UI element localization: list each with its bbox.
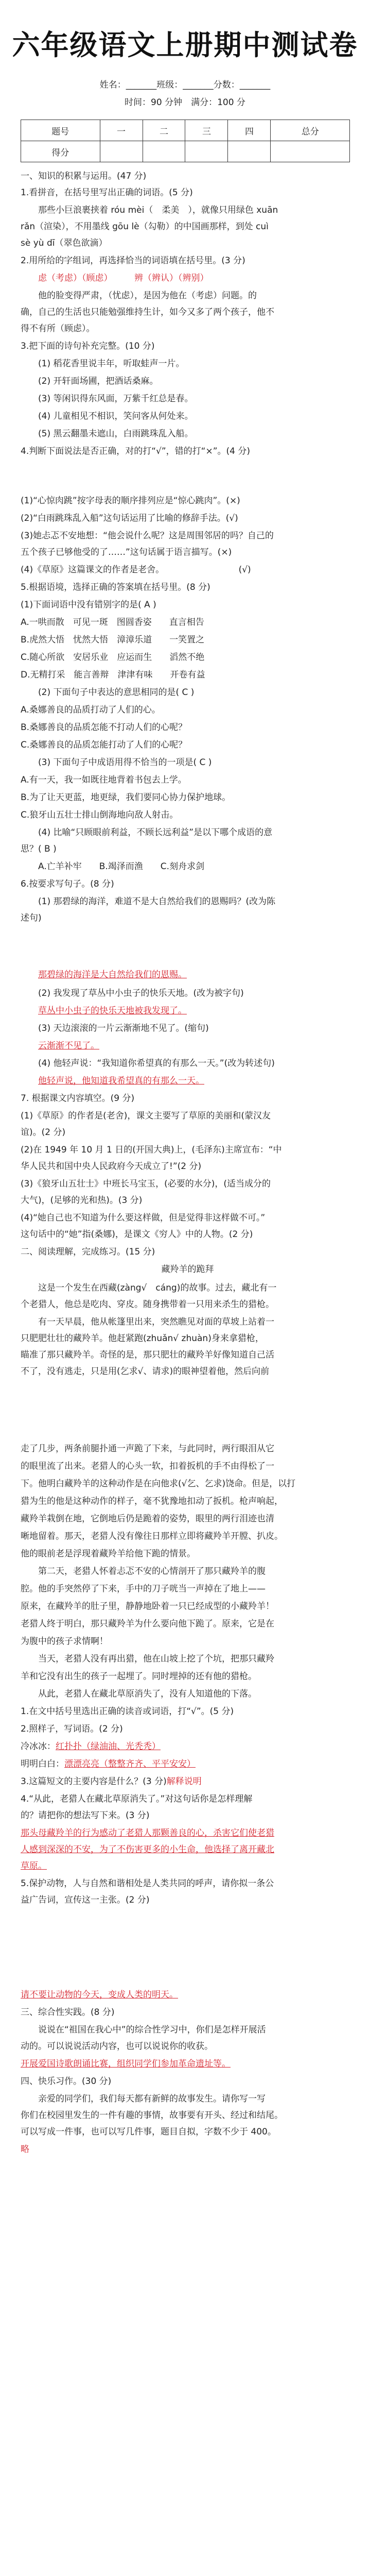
answer-text: 虑（考虑）（顾虑） 辨（辨认）（辨别） <box>38 273 209 283</box>
option-text: C.狼牙山五壮士排山倒海地向敌人射击。 <box>21 810 179 820</box>
option-text: D.无精打采 能言善辩 津津有味 开卷有益 <box>21 670 205 680</box>
fill-text: 谊)。(2 分) <box>21 1127 66 1138</box>
question-text: 的？请把你的想法写下来。(3 分) <box>21 1810 150 1821</box>
table-cell: 题号 <box>21 120 100 141</box>
judge-item: (1)“心惊肉跳”按字母表的顺序排列应是“惊心跳肉”。(×) <box>21 496 240 506</box>
answer-text: 草原。 <box>21 1861 47 1871</box>
answer-text: 他的脸变得严肃，（忧虑），是因为他在（考虑）问题。的 <box>38 291 257 301</box>
story-text: 羊和它没有出生的孩子一起埋了。同时埋掉的还有他的猎枪。 <box>21 1671 257 1682</box>
question-text: 3.把下面的诗句补充完整。(10 分) <box>21 341 155 351</box>
table-cell: 三 <box>185 120 228 141</box>
question-text: (2) 下面句子中表达的意思相同的是( C ) <box>38 687 195 698</box>
story-text: 老猎人终于明白，那只藏羚羊为什么要向他下跪了。原来，它是在 <box>21 1619 274 1629</box>
option-text: A.亡羊补牢 B.竭泽而渔 C.刻舟求剑 <box>38 861 205 872</box>
question-text: 益广告词，宣传这一主张。(2 分) <box>21 1895 150 1905</box>
judge-item: (3)她忐忑不安地想：“他会说什么呢？这是周围邻居的吗？自己的 <box>21 531 274 541</box>
answer-text: (4) 儿童相见不相识，笑问客从何处来。 <box>38 411 193 421</box>
question-text: (1) 那碧绿的海洋，难道不是大自然给我们的恩赐吗？(改为陈 <box>38 896 276 907</box>
question-text: 7. 根据课文内容填空。(9 分) <box>21 1093 135 1104</box>
table-cell <box>185 141 228 162</box>
answer-text: 云渐渐不见了。 <box>38 1041 99 1051</box>
table-cell <box>143 141 185 162</box>
score-table-header-row <box>21 120 350 141</box>
answer-text: rǎn（渲染），不用墨线 gōu lè（勾勒）的中国画那样，到处 cuì <box>21 222 269 232</box>
option-text: C.桑娜善良的品质怎能打动了人们的心呢？ <box>21 740 187 750</box>
answer-text: 开展爱国诗歌朗诵比赛，组织同学们参加革命遗址等。 <box>21 2059 231 2069</box>
answer-text: 得不有所（顾虑）。 <box>21 324 95 334</box>
answer-text: (2) 开轩面场圃，把酒话桑麻。 <box>38 376 158 386</box>
score-table <box>21 120 350 162</box>
option-text: B.虎然大悟 忧然大悟 漳漳乐道 一笑置之 <box>21 635 205 645</box>
story-text: 藏羚羊栽倒在地，它倒地后仍是跪着的姿势，眼里的两行泪迹也清 <box>21 1514 274 1524</box>
story-title: 藏羚羊的跪拜 <box>161 1264 214 1275</box>
question-text: 动的。可以说说活动内容，也可以说说你的收获。 <box>21 2041 213 2052</box>
question-text: (4) 他轻声说：“我知道你希望真的有那么一天。”(改为转述句) <box>38 1058 275 1069</box>
question-text: (1)下面词语中没有错别字的是( A ) <box>21 600 156 610</box>
answer-text: (5) 黑云翻墨未遮山，白雨跳珠乱入船。 <box>38 429 193 439</box>
option-text: B.桑娜善良的品质怎能不打动人们的心呢？ <box>21 722 187 733</box>
question-text: (4) 比喻“只顾眼前利益，不顾长远利益”是以下哪个成语的意 <box>38 827 273 838</box>
question-text: 5.根据语境，选择正确的答案填在括号里。(8 分) <box>21 582 210 592</box>
story-text: 从此，老猎人在藏北草原消失了，没有人知道他的下落。 <box>38 1689 257 1699</box>
answer-text: 人感到深深的不安，为了不伤害更多的小生命，他选择了离开藏北 <box>21 1844 274 1855</box>
option-text: A.一哄而散 可见一斑 图圆香姿 直言相告 <box>21 617 204 628</box>
question-text: (2) 我发现了草丛中小虫子的快乐天地。(改为被字句) <box>38 988 244 998</box>
answer-text: 那些小巨浪裹挟着 róu mèi（ 柔美 ），就像只用绿色 xuān <box>38 205 278 215</box>
question-text: 可以写成一件事，也可以写几件事，题目自拟，字数不少于 400。 <box>21 2127 276 2137</box>
time-and-score-info: 时间：90 分钟 满分：100 分 <box>125 97 245 108</box>
example-line <box>21 1740 355 1753</box>
story-text: 原来，在藏羚羊的肚子里，静静地卧着一只已经成型的小藏羚羊！ <box>21 1601 274 1612</box>
story-text: 有一天早晨，他从帐篷里出来，突然瞧见对面的草坡上站着一 <box>38 1317 274 1327</box>
question-text: 1.在文中括号里选出正确的读音或词语，打“√”。(5 分) <box>21 1706 234 1717</box>
page-title: 六年级语文上册期中测试卷 <box>12 28 358 61</box>
section-heading: 四、快乐习作。(30 分) <box>21 2076 112 2087</box>
score-table-score-row <box>21 141 350 162</box>
section-heading: 一、知识的积累与运用。(47 分) <box>21 171 147 181</box>
example-label: 冷冰冰： <box>21 1741 56 1752</box>
answer-text: (1) 稻花香里说丰年，听取蛙声一片。 <box>38 359 185 369</box>
question-line <box>21 1775 355 1788</box>
example-label: 明明白白： <box>21 1759 64 1769</box>
fill-text: 华人民共和国中央人民政府今天成立了!”(2 分) <box>21 1161 202 1172</box>
judge-item: (2)“白雨跳珠乱入船”这句话运用了比喻的修辞手法。(√) <box>21 513 238 523</box>
answer-text: 草丛中小虫子的快乐天地被我发现了。 <box>38 1006 187 1016</box>
table-cell: 四 <box>228 120 271 141</box>
fill-text: 大气)，(足够的光和热)。(3 分) <box>21 1195 143 1206</box>
section-heading: 二、阅读理解，完成练习。(15 分) <box>21 1247 155 1257</box>
story-text: 只肥肥壮壮的藏羚羊。他赶紧跑(zhuǎn√ zhuàn)身来拿猎枪， <box>21 1333 264 1344</box>
answer-text: 那碧绿的海洋是大自然给我们的恩赐。 <box>38 970 187 980</box>
question-text: 你们在校园里发生的一件有趣的事情，故事要有开头、经过和结尾。 <box>21 2110 283 2121</box>
answer-text: 漂漂亮亮（整整齐齐、平平安安） <box>64 1759 196 1769</box>
table-cell: 一 <box>100 120 143 141</box>
fill-text: (3)《狼牙山五壮士》中班长马宝玉，(必要的水分)，(适当成分的 <box>21 1179 271 1189</box>
judge-item: 五个孩子已够他受的了……”这句话属于语言描写。(×) <box>21 547 232 557</box>
question-text: 亲爱的同学们，我们每天都有新鲜的故事发生。请你写一写 <box>38 2094 266 2104</box>
table-cell <box>100 141 143 162</box>
option-text: C.随心所欲 安居乐业 应运而生 滔然不绝 <box>21 652 205 663</box>
answer-text: 确，自己的生活也只能勉强维持生计，如今又多了两个孩子，他不 <box>21 307 274 317</box>
question-text: (3) 天边滚滚的一片云渐渐地不见了。(缩句) <box>38 1023 209 1033</box>
story-text: 这是一个发生在西藏(zàng√ cáng)的故事。过去，藏北有一 <box>38 1283 277 1293</box>
question-text: 4.“从此，老猎人在藏北草原消失了。”对这句话你是怎样理解 <box>21 1794 253 1804</box>
fill-text: (4)“她自己也不知道为什么要这样做，但是觉得非这样做不可。” <box>21 1213 266 1223</box>
question-text: 5.保护动物，人与自然和谐相处是人类共同的呼声，请你拟一条公 <box>21 1878 274 1889</box>
question-text: 3.这篇短文的主要内容是什么？(3 分) <box>21 1776 167 1787</box>
question-text: 6.按要求写句子。(8 分) <box>21 879 114 889</box>
answer-text: 略 <box>21 2144 29 2155</box>
fill-text: (1)《草原》的作者是(老舍)，课文主要写了草原的美丽和(蒙汉友 <box>21 1111 271 1121</box>
question-text: 述句) <box>21 913 42 923</box>
section-heading: 三、综合性实践。(8 分) <box>21 2007 115 2018</box>
question-text: 2.照样子，写词语。(2 分) <box>21 1724 123 1734</box>
story-text: 下。他明白藏羚羊的这种动作是在向他求(√乞、乞求)饶命。但是，以打 <box>21 1479 296 1489</box>
story-text: 他的眼前老是浮现着藏羚羊给他下跪的情景。 <box>21 1549 196 1559</box>
question-text: 思？( B ) <box>21 844 57 854</box>
table-cell: 总分 <box>271 120 350 141</box>
story-text: 不了，没有逃走，只是用(乞求√、请求)的眼神望着他，然后向前 <box>21 1366 270 1377</box>
story-text: 瞄准了那只藏羚羊。奇怪的是，那只肥壮的藏羚羊好像知道自己活 <box>21 1350 274 1360</box>
story-text: 为腹中的孩子求情啊！ <box>21 1636 108 1647</box>
answer-text: 那头母藏羚羊的行为感动了老猎人那颗善良的心，杀害它们使老猎 <box>21 1828 274 1838</box>
judge-item: (4)《草原》这篇课文的作者是老舍。 (√) <box>21 565 251 575</box>
answer-text: 请不要让动物的今天，变成人类的明天。 <box>21 1990 178 2000</box>
question-text: 4.判断下面说法是否正确，对的打“√”，错的打“×”。(4 分) <box>21 446 251 456</box>
question-text: (3) 下面句子中成语用得不恰当的一项是( C ) <box>38 757 212 768</box>
story-text: 的眼里流了出来。老猎人的心头一软，扣着扳机的手不由得松了一 <box>21 1461 274 1471</box>
student-info-fields: 姓名：_______班级：_______分数：_______ <box>99 80 271 90</box>
table-cell <box>228 141 271 162</box>
table-cell <box>271 141 350 162</box>
fill-text: (2)在 1949 年 10 月 1 日的(开国大典)上，(毛泽东)主席宣布：“中 <box>21 1145 282 1155</box>
option-text: B.为了让天更蓝，地更绿，我们要同心协力保护地球。 <box>21 792 231 803</box>
question-text: 说说在“祖国在我心中”的综合性学习中，你们是怎样开展活 <box>38 2025 266 2035</box>
story-text: 腔。他的手突然停了下来，手中的刀子咣当一声掉在了地上—— <box>21 1584 266 1594</box>
option-text: A.有一天，我一如既往地背着书包去上学。 <box>21 775 187 785</box>
story-text: 晰地留着。那天，老猎人没有像往日那样立即将藏羚羊开膛、扒皮。 <box>21 1531 283 1541</box>
story-text: 走了几步，两条前腿扑通一声跪了下来，与此同时，两行眼泪从它 <box>21 1444 274 1454</box>
story-text: 当天，老猎人没有再出猎，他在山坡上挖了个坑，把那只藏羚 <box>38 1654 274 1664</box>
question-text: 1.看拼音，在括号里写出正确的词语。(5 分) <box>21 188 193 198</box>
question-text: 2.用所给的字组词，再选择恰当的词语填在括号里。(3 分) <box>21 256 245 266</box>
story-text: 猎为生的他是这种动作的样子，毫不犹豫地扣动了扳机。枪声响起， <box>21 1496 283 1506</box>
table-cell: 得分 <box>21 141 100 162</box>
answer-text: 解释说明 <box>166 1776 202 1787</box>
story-text: 第二天，老猎人怀着忐忑不安的心情剖开了那只藏羚羊的腹 <box>38 1566 266 1577</box>
answer-text: (3) 等闲识得东风面，万紫千红总是春。 <box>38 394 193 404</box>
answer-text: 他轻声说，他知道我希望真的有那么一天。 <box>38 1076 204 1086</box>
fill-text: 这句话中的“她”指(桑娜)，是课文《穷人》中的人物。(2 分) <box>21 1229 253 1240</box>
answer-text: sè yù dī（翠色欲滴） <box>21 238 108 248</box>
example-line <box>21 1758 355 1770</box>
answer-text: 红扑扑（绿油油、光秃秃） <box>56 1741 161 1752</box>
story-text: 个老猎人，他总是吃肉、穿皮。随身携带着一只用来杀生的猎枪。 <box>21 1299 274 1310</box>
table-cell: 二 <box>143 120 185 141</box>
option-text: A.桑娜善良的品质打动了人们的心。 <box>21 705 161 715</box>
